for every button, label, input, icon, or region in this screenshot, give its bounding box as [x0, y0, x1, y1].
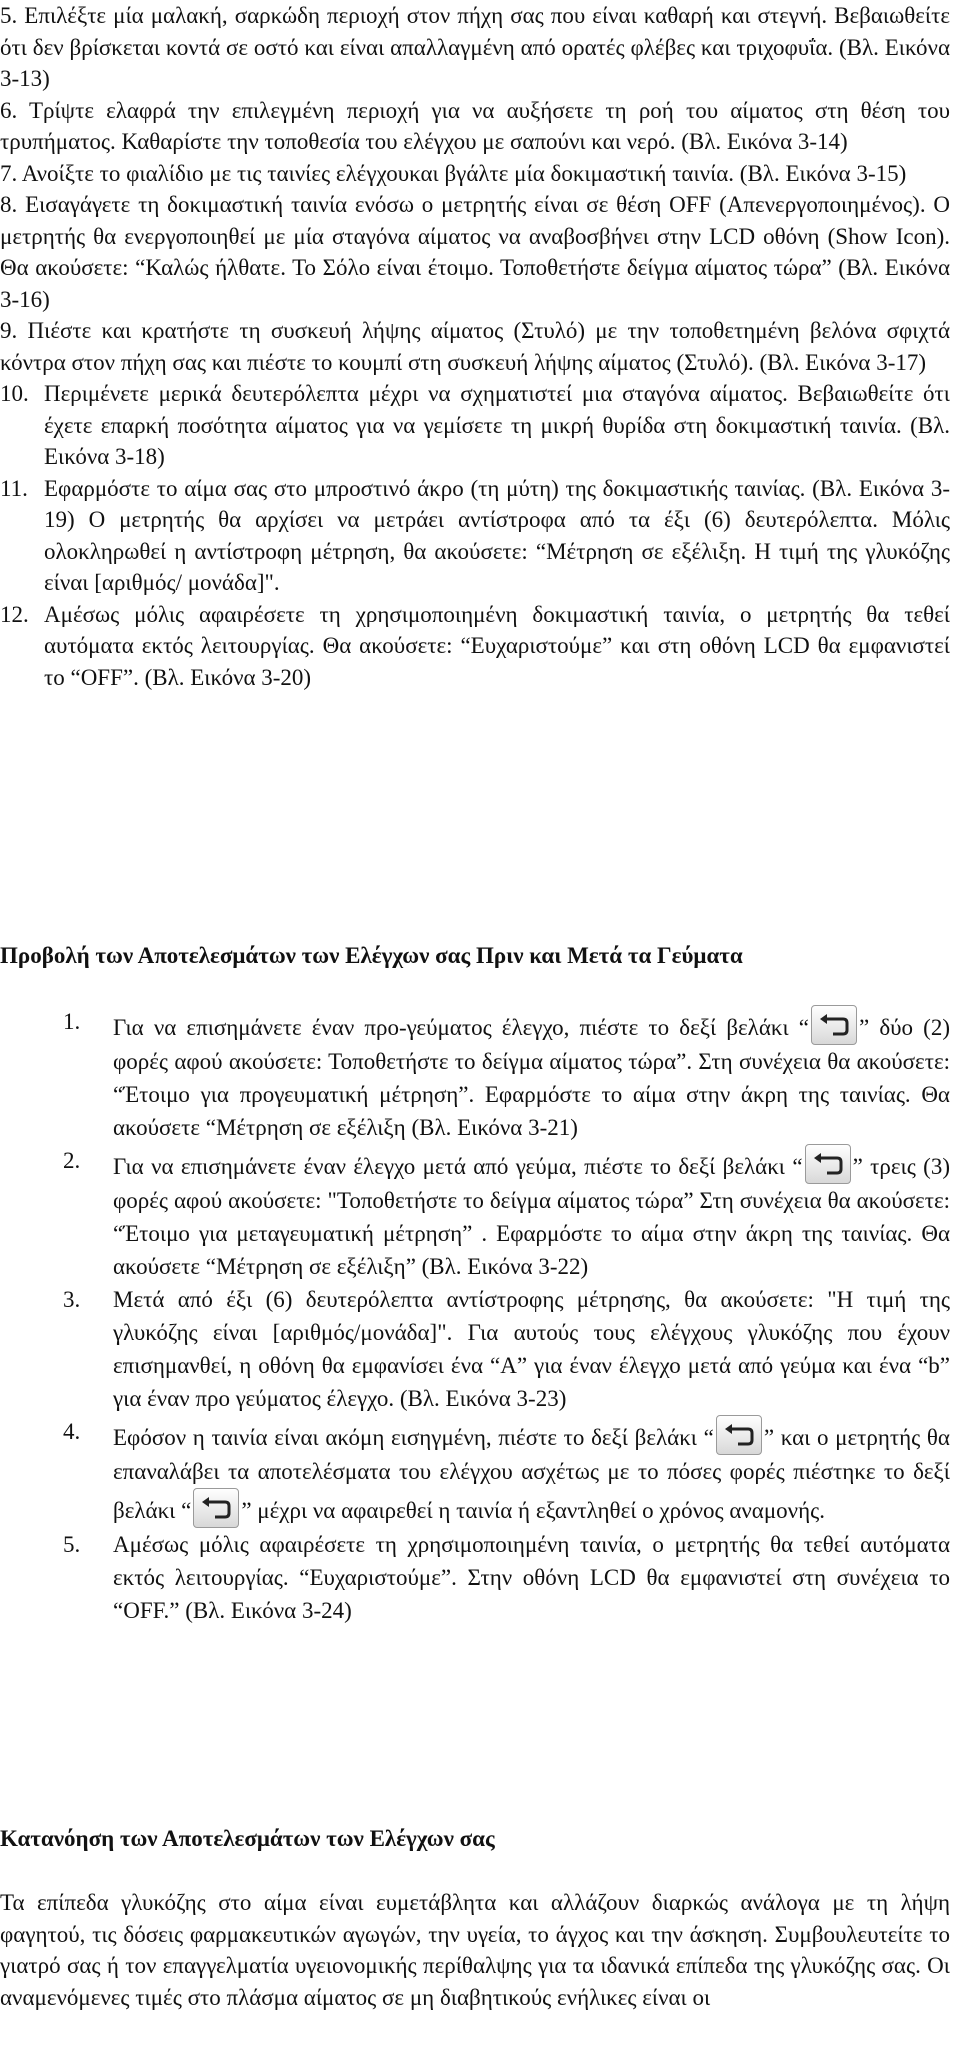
- step-6: 6. Τρίψτε ελαφρά την επιλεγμένη περιοχή για να αυξήσετε τη ροή του αίματος στη θέση του τρυπήματος. Καθαρίστε την τοποθεσία του ελέγχου με σαπούνι και νερό. (Βλ. Εικόνα 3-14): [0, 97, 950, 154]
- return-arrow-icon: [811, 1005, 857, 1045]
- steps-list: [0, 0, 950, 693]
- review-step-4: 4. Εφόσον η ταινία είναι ακόμη εισηγμένη, πιέστε το δεξί βελάκι “ ” και ο μετρητής θα επαναλάβει τα αποτελέσματα του ελέγχου ασχέτως με το πόσες φορές πιέστηκε το δεξί βελάκι “ ” μέχρι να αφαιρεθεί η ταινία ή εξαντληθεί ο χρόνος αναμονής.: [0, 1415, 950, 1528]
- review-step-2: 2. Για να επισημάνετε έναν έλεγχο μετά από γεύμα, πιέστε το δεξί βελάκι “ ” τρεις (3) φορές αφού ακούσετε: "Τοποθετήστε το δείγμα αίματος τώρα” Στη συνέχεια θα ακούσετε: “Έτοιμο για μεταγευματική μέτρηση” . Εφαρμόστε το αίμα στην άκρη της ταινίας. Θα ακούσετε “Μέτρηση σε εξέλιξη” (Βλ. Εικόνα 3-22): [0, 1144, 950, 1283]
- review-step-5: 5. Αμέσως μόλις αφαιρέσετε τη χρησιμοποιημένη ταινία, ο μετρητής θα τεθεί αυτόματα εκτός λειτουργίας. “Ευχαριστούμε”. Στην οθόνη LCD θα εμφανιστεί στη συνέχεια το “OFF.” (Βλ. Εικόνα 3-24): [63, 1532, 950, 1623]
- review-step-1: 1. Για να επισημάνετε έναν προ-γεύματος έλεγχο, πιέστε το δεξί βελάκι “ ” δύο (2) φορές αφού ακούσετε: Τοποθετήστε το δείγμα αίματος τώρα”. Στη συνέχεια θα ακούσετε: “Έτοιμο για προγευματική μέτρηση”. Εφαρμόστε το αίμα στην άκρη της ταινίας. Θα ακούσετε “Μέτρηση σε εξέλιξη (Βλ. Εικόνα 3-21): [0, 1005, 950, 1144]
- review-steps-list: [0, 1005, 950, 1627]
- step-12: 12. Αμέσως μόλις αφαιρέσετε τη χρησιμοποιημένη δοκιμαστική ταινία, ο μετρητής θα τεθεί αυτόματα εκτός λειτουργίας. Θα ακούσετε: “Ευχαριστούμε” και στη οθόνη LCD θα εμφανιστεί το “OFF”. (Βλ. Εικόνα 3-20): [0, 601, 950, 690]
- section-heading-understanding: Κατανόηση των Αποτελεσμάτων των Ελέγχων σας: [0, 1826, 495, 1851]
- section-heading-review: Προβολή των Αποτελεσμάτων των Ελέγχων σας Πριν και Μετά τα Γεύματα: [0, 943, 743, 968]
- review-step-3: 3. Μετά από έξι (6) δευτερόλεπτα αντίστροφης μέτρησης, θα ακούσετε: "Η τιμή της γλυκόζης είναι [αριθμός/μονάδα]". Για αυτούς τους ελέγχους γλυκόζης που έχουν επισημανθεί, η οθόνη θα εμφανίσει ένα “A” για έναν έλεγχο μετά από γεύμα και ένα “b” για έναν προ γεύματος έλεγχο. (Βλ. Εικόνα 3-23): [63, 1287, 950, 1411]
- step-9: 9. Πιέστε και κρατήστε τη συσκευή λήψης αίματος (Στυλό) με την τοποθετημένη βελόνα σφιχτά κόντρα στον πήχη σας και πιέστε το κουμπί στη συσκευή λήψης αίματος (Στυλό). (Βλ. Εικόνα 3-17): [0, 318, 950, 375]
- step-10: 10. Περιμένετε μερικά δευτερόλεπτα μέχρι να σχηματιστεί μια σταγόνα αίματος. Βεβαιωθείτε ότι έχετε επαρκή ποσότητα αίματος για να γεμίσετε τη μικρή θυρίδα στη δοκιμαστική ταινία. (Βλ. Εικόνα 3-18): [0, 381, 950, 469]
- step-8: 8. Εισαγάγετε τη δοκιμαστική ταινία ενόσω ο μετρητής είναι σε θέση OFF (Απενεργοποιημένος). Ο μετρητής θα ενεργοποιηθεί με μία σταγόνα αίματος να αναβοσβήνει στην LCD οθόνη (Show Icon). Θα ακούσετε: “Καλώς ήλθατε. Το Σόλο είναι έτοιμο. Τοποθετήστε δείγμα αίματος τώρα” (Βλ. Εικόνα 3-16): [0, 192, 950, 312]
- return-arrow-icon: [805, 1144, 851, 1184]
- results-paragraph: Τα επίπεδα γλυκόζης στο αίμα είναι ευμετάβλητα και αλλάζουν διαρκώς ανάλογα με τη λήψη φαγητού, τις δόσεις φαρμακευτικών αγωγών, την υγεία, το άγχος και την άσκηση. Συμβουλευτείτε το γιατρό σας ή τον επαγγελματία υγειονομικής περίθαλψης για τα ιδανικά επίπεδα της γλυκόζης σας. Οι αναμενόμενες τιμές στο πλάσμα αίματος σε μη διαβητικούς ενήλικες είναι οι: [0, 1890, 950, 2010]
- step-11: 11. Εφαρμόστε το αίμα σας στο μπροστινό άκρο (τη μύτη) της δοκιμαστικής ταινίας. (Βλ. Εικόνα 3-19) Ο μετρητής θα αρχίσει να μετράει αντίστροφα από τα έξι (6) δευτερόλεπτα. Μόλις ολοκληρωθεί η αντίστροφη μέτρηση, θα ακούσετε: “Μέτρηση σε εξέλιξη. Η τιμή της γλυκόζης είναι [αριθμός/ μονάδα]".: [0, 475, 950, 595]
- step-5: 5. Επιλέξτε μία μαλακή, σαρκώδη περιοχή στον πήχη σας που είναι καθαρή και στεγνή. Βεβαιωθείτε ότι δεν βρίσκεται κοντά σε οστό και είναι απαλλαγμένη από ορατές φλέβες και τριχοφυΐα. (Βλ. Εικόνα 3-13): [0, 3, 951, 91]
- return-arrow-icon: [716, 1415, 762, 1455]
- step-7: 7. Ανοίξτε το φιαλίδιο με τις ταινίες ελέγχουκαι βγάλτε μία δοκιμαστική ταινία. (Βλ. Εικόνα 3-15): [0, 160, 907, 186]
- return-arrow-icon: [193, 1488, 239, 1528]
